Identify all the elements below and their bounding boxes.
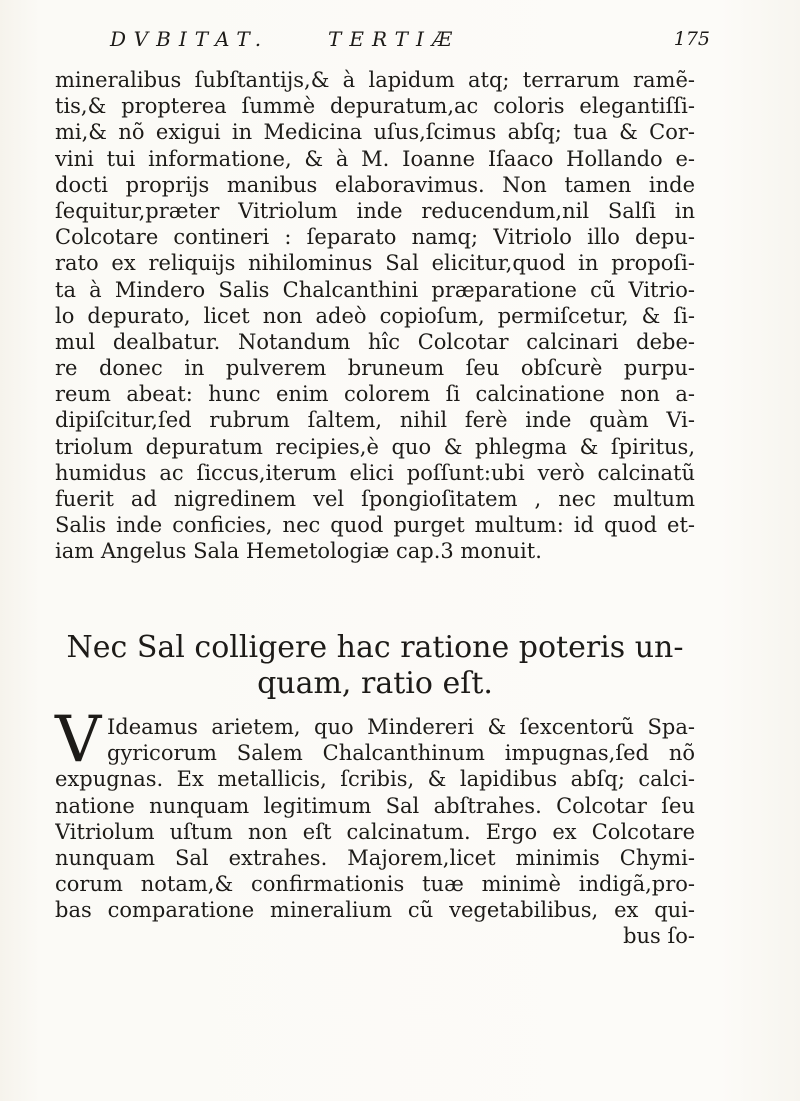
page-number: 175 <box>673 28 710 50</box>
text-line: natione nunquam legitimum Sal abſtrahes. Colcotar ſeu <box>55 793 695 818</box>
text-line: humidus ac ſiccus,iterum elici poſſunt:ubi verò calcinatũ <box>55 460 695 485</box>
text-line: ta à Mindero Salis Chalcanthini præparatione cũ Vitrio- <box>55 277 695 302</box>
running-title-mid: TERTIÆ <box>328 27 460 51</box>
text-line: fuerit ad nigredinem vel ſpongioſitatem , nec multum <box>55 487 695 511</box>
heading-line-2: quam, ratio eſt. <box>257 666 493 701</box>
text-line: Colcotare contineri : ſeparato namq; Vitriolo illo depu- <box>55 225 695 250</box>
text-line: tis,& propterea ſummè depuratum,ac coloris elegantiſſi- <box>55 94 695 119</box>
text-line: gyricorum Salem Chalcanthinum impugnas,ſed nõ <box>107 741 695 766</box>
catchword: bus ſo- <box>623 923 695 948</box>
running-header <box>110 22 710 56</box>
section-heading <box>55 630 695 702</box>
drop-cap: V <box>55 703 102 777</box>
text-line: Vitriolum uſtum non eſt calcinatum. Ergo ex Colcotare <box>55 819 695 844</box>
text-line: expugnas. Ex metallicis, ſcribis, & lapidibus abſq; calci- <box>55 767 695 792</box>
text-line: vini tui informatione, & à M. Ioanne Iſaaco Hollando e- <box>55 146 695 171</box>
text-line: ſequitur,præter Vitriolum inde reducendum,nil Salſi in <box>55 198 695 223</box>
text-line: iam Angelus Sala Hemetologiæ cap.3 monuit. <box>55 539 542 564</box>
text-line: dipiſcitur,ſed rubrum ſaltem, nihil ferè inde quàm Vi- <box>55 408 695 433</box>
paragraph-1 <box>55 67 695 565</box>
text-line: nunquam Sal extrahes. Majorem,licet minimis Chymi- <box>55 845 695 870</box>
text-line: rato ex reliquijs nihilominus Sal elicitur,quod in propoſi- <box>55 251 695 276</box>
text-line: mi,& nõ exigui in Medicina uſus,ſcimus abſq; tua & Cor- <box>55 120 695 145</box>
running-title-left: DVBITAT. <box>110 27 270 51</box>
text-line: reum abeat: hunc enim colorem ſi calcinatione non a- <box>55 382 695 407</box>
text-line: corum notam,& confirmationis tuæ minimè indigã,pro- <box>55 872 695 897</box>
text-line: mineralibus ſubſtantijs,& à lapidum atq; terrarum ramẽ- <box>55 68 695 92</box>
paragraph-2 <box>55 703 695 948</box>
text-line: Ideamus arietem, quo Mindereri & ſexcentorũ Spa- <box>107 715 695 739</box>
text-line: re donec in pulverem bruneum ſeu obſcurè purpu- <box>55 356 695 381</box>
text-line: mul dealbatur. Notandum hîc Colcotar calcinari debe- <box>55 329 695 354</box>
text-line: Salis inde conficies, nec quod purget multum: id quod et- <box>55 513 695 538</box>
heading-line-1: Nec Sal colligere hac ratione poteris un- <box>66 630 684 665</box>
text-line: docti proprijs manibus elaboravimus. Non tamen inde <box>55 172 695 197</box>
text-line: bas comparatione mineralium cũ vegetabilibus, ex qui- <box>55 898 695 923</box>
text-line: lo depurato, licet non adeò copioſum, permiſcetur, & ſi- <box>55 303 695 328</box>
text-line: triolum depuratum recipies,è quo & phlegma & ſpiritus, <box>55 434 695 459</box>
